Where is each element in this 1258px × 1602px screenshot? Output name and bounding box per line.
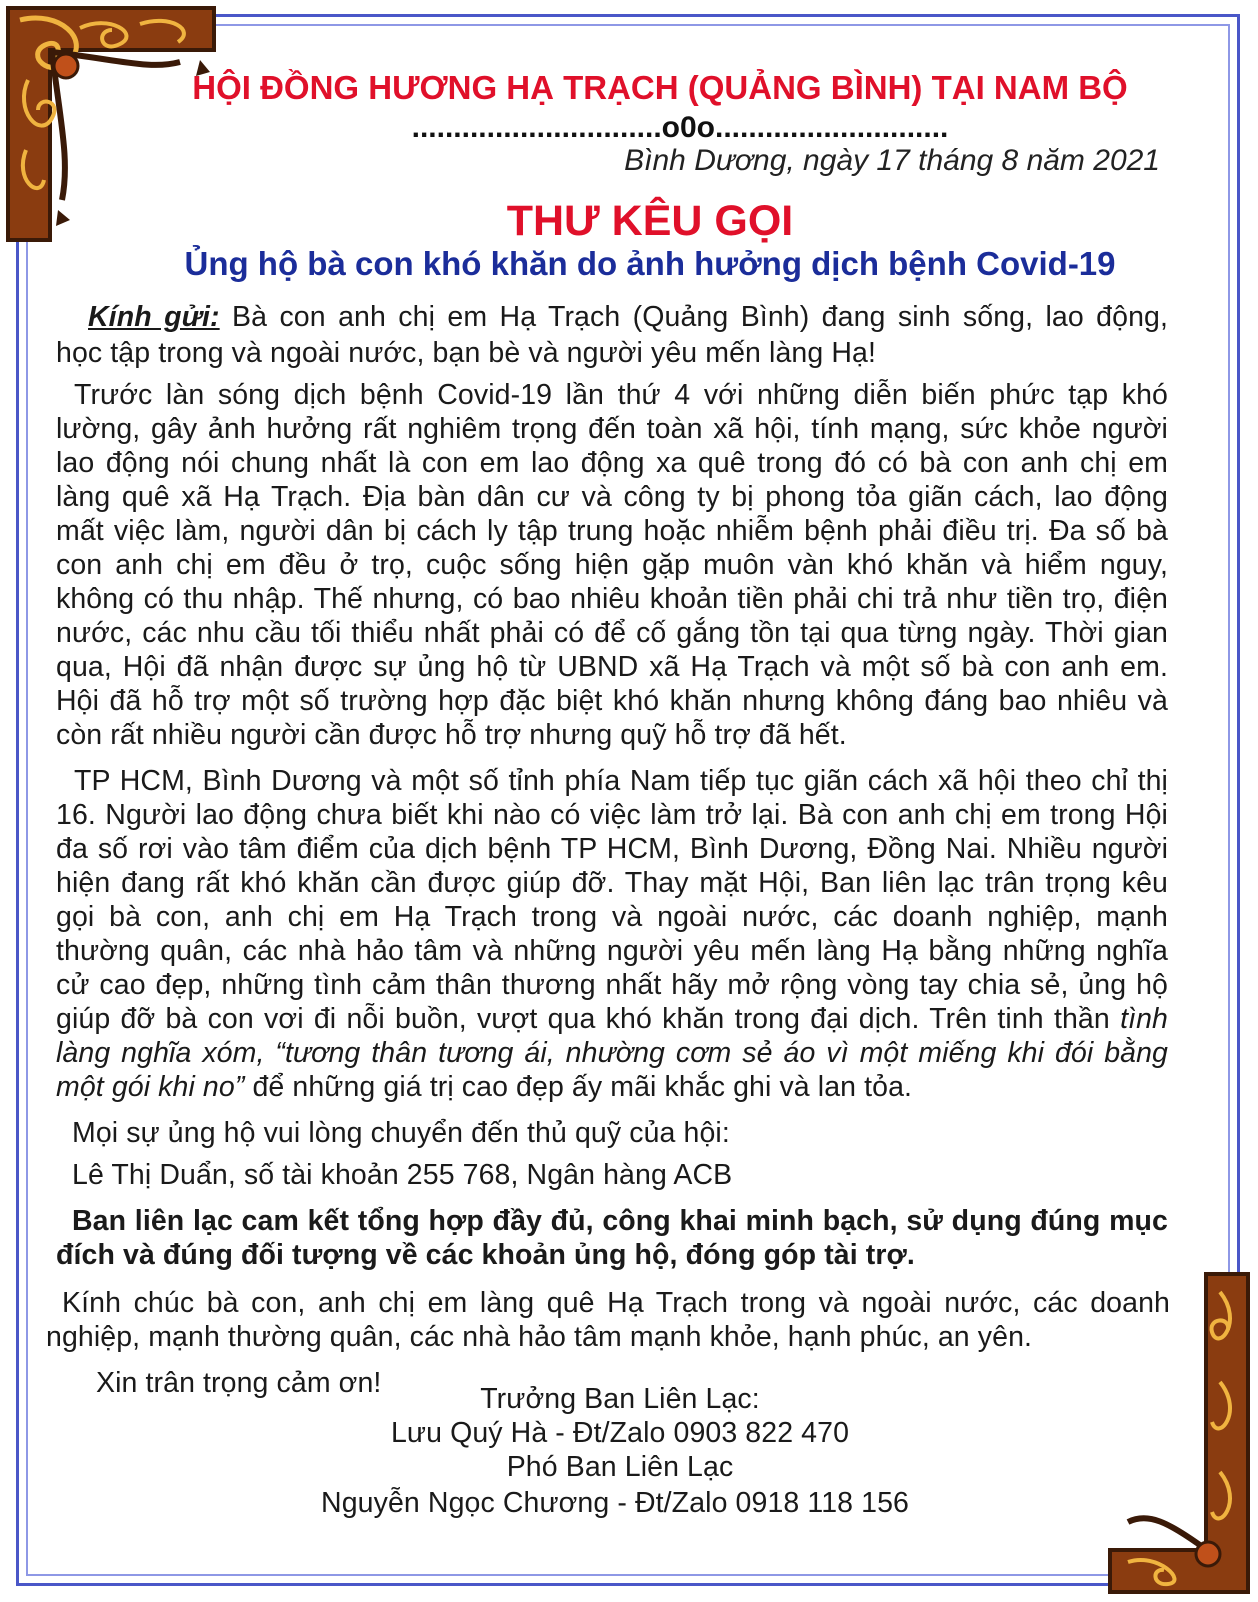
paragraph-1-line: lường, gây ảnh hưởng rất nghiêm trọng đến toàn xã hội, tính mạng, sức khỏe người [56, 413, 1168, 445]
document-subtitle: Ủng hộ bà con khó khăn do ảnh hưởng dịch bệnh Covid-19 [184, 245, 1116, 282]
paragraph-1-line: qua, Hội đã nhận được sự ủng hộ từ UBND xã Hạ Trạch và một số bà con anh em. [56, 651, 1168, 683]
paragraph-2-line: đa số rơi vào tâm điểm của dịch bệnh TP HCM, Bình Dương, Đồng Nai. Nhiều người [56, 833, 1168, 865]
deputy-contact: Nguyễn Ngọc Chương - Đt/Zalo 0918 118 156 [321, 1487, 909, 1519]
head-contact: Lưu Quý Hà - Đt/Zalo 0903 822 470 [390, 1417, 850, 1449]
paragraph-1-line: còn rất nhiều người cần được hỗ trợ nhưng quỹ hỗ trợ đã hết. [56, 719, 847, 751]
head-title: Trưởng Ban Liên Lạc: [480, 1383, 760, 1415]
greeting-label: Kính gửi: [88, 301, 220, 333]
paragraph-2-line: thường quân, các nhà hảo tâm và những người yêu mến làng Hạ bằng những nghĩa [56, 935, 1168, 967]
paragraph-2-text: để những giá trị cao đẹp ấy mãi khắc ghi và lan tỏa. [252, 1071, 913, 1103]
greeting-recipients: Bà con anh chị em Hạ Trạch (Quảng Bình) đang sinh sống, lao động, [232, 301, 1168, 333]
paragraph-1-line: không có thu nhập. Thế nhưng, có bao nhiêu khoản tiền phải chi trả như tiền trọ, điện [56, 583, 1168, 615]
greeting-line-2: học tập trong và ngoài nước, bạn bè và người yêu mến làng Hạ! [56, 337, 876, 369]
commitment-line: đích và đúng đối tượng về các khoản ủng hộ, đóng góp tài trợ. [56, 1239, 915, 1271]
paragraph-2-quote-end: một gói khi no” [56, 1071, 245, 1103]
header-ornament: ..............................o0o............................ [411, 111, 949, 144]
commitment-line: Ban liên lạc cam kết tổng hợp đầy đủ, công khai minh bạch, sử dụng đúng mục [72, 1205, 1168, 1237]
place-and-date: Bình Dương, ngày 17 tháng 8 năm 2021 [624, 144, 1160, 177]
paragraph-2-line: 16. Người lao động chưa biết khi nào có việc làm trở lại. Bà con anh chị em trong Hội [56, 799, 1168, 831]
paragraph-1-line: Hội đã hỗ trợ một số trường hợp đặc biệt khó khăn nhưng không đáng bao nhiêu và [56, 685, 1168, 717]
paragraph-2-line: cử cao đẹp, những tình cảm thân thương nhất hãy mở rộng vòng tay chia sẻ, ủng hộ [56, 969, 1168, 1001]
paragraph-2-line: TP HCM, Bình Dương và một số tỉnh phía Nam tiếp tục giãn cách xã hội theo chỉ thị [74, 765, 1168, 797]
donation-intro: Mọi sự ủng hộ vui lòng chuyển đến thủ quỹ của hội: [72, 1117, 730, 1149]
wishes-line: Kính chúc bà con, anh chị em làng quê Hạ Trạch trong và ngoài nước, các doanh [62, 1287, 1170, 1319]
paragraph-2-italic-text: tình [1120, 1003, 1168, 1035]
organization-name: HỘI ĐỒNG HƯƠNG HẠ TRẠCH (QUẢNG BÌNH) TẠI NAM BỘ [192, 69, 1128, 106]
paragraph-2-italic-line: làng nghĩa xóm, “tương thân tương ái, nhường cơm sẻ áo vì một miếng khi đói bằng [56, 1037, 1168, 1069]
thanks-line: Xin trân trọng cảm ơn! [96, 1367, 382, 1399]
paragraph-2-line: hiện đang rất khó khăn cần được giúp đỡ. Thay mặt Hội, Ban liên lạc trân trọng kêu [56, 867, 1168, 899]
paragraph-1-line: Trước làn sóng dịch bệnh Covid-19 lần thứ 4 với những diễn biến phức tạp khó [74, 379, 1168, 411]
wishes-line: nghiệp, mạnh thường quân, các nhà hảo tâm mạnh khỏe, hạnh phúc, an yên. [46, 1321, 1033, 1353]
deputy-title: Phó Ban Liên Lạc [506, 1451, 734, 1483]
paragraph-2-line: gọi bà con, anh chị em Hạ Trạch trong và ngoài nước, các doanh nghiệp, mạnh [56, 901, 1168, 933]
paragraph-2-text: giúp đỡ bà con vơi đi nỗi buồn, vượt qua khó khăn trong đại dịch. Trên tinh thần [56, 1003, 1110, 1035]
document-title: THƯ KÊU GỌI [506, 197, 794, 245]
paragraph-1-line: con anh chị em đều ở trọ, cuộc sống hiện gặp muôn vàn khó khăn và hiểm nguy, [56, 549, 1168, 581]
paragraph-1-line: nước, các nhu cầu tối thiểu nhất phải có để cố gắng tồn tại qua từng ngày. Thời gian [56, 617, 1168, 649]
paragraph-1-line: lao động nói chung nhất là con em lao động xa quê trong đó có bà con anh chị em [56, 447, 1168, 479]
paragraph-2-line [56, 1070, 1206, 1104]
paragraph-1-line: làng quê xã Hạ Trạch. Địa bàn dân cư và công ty bị phong tỏa giãn cách, lao động [56, 481, 1168, 513]
paragraph-1-line: mất việc làm, người dân bị cách ly tập trung hoặc nhiễm bệnh phải điều trị. Đa số bà [56, 515, 1168, 547]
paragraph-2-line [56, 1002, 1168, 1036]
greeting-line-1 [88, 300, 1168, 334]
donation-account: Lê Thị Duẩn, số tài khoản 255 768, Ngân hàng ACB [72, 1159, 733, 1191]
